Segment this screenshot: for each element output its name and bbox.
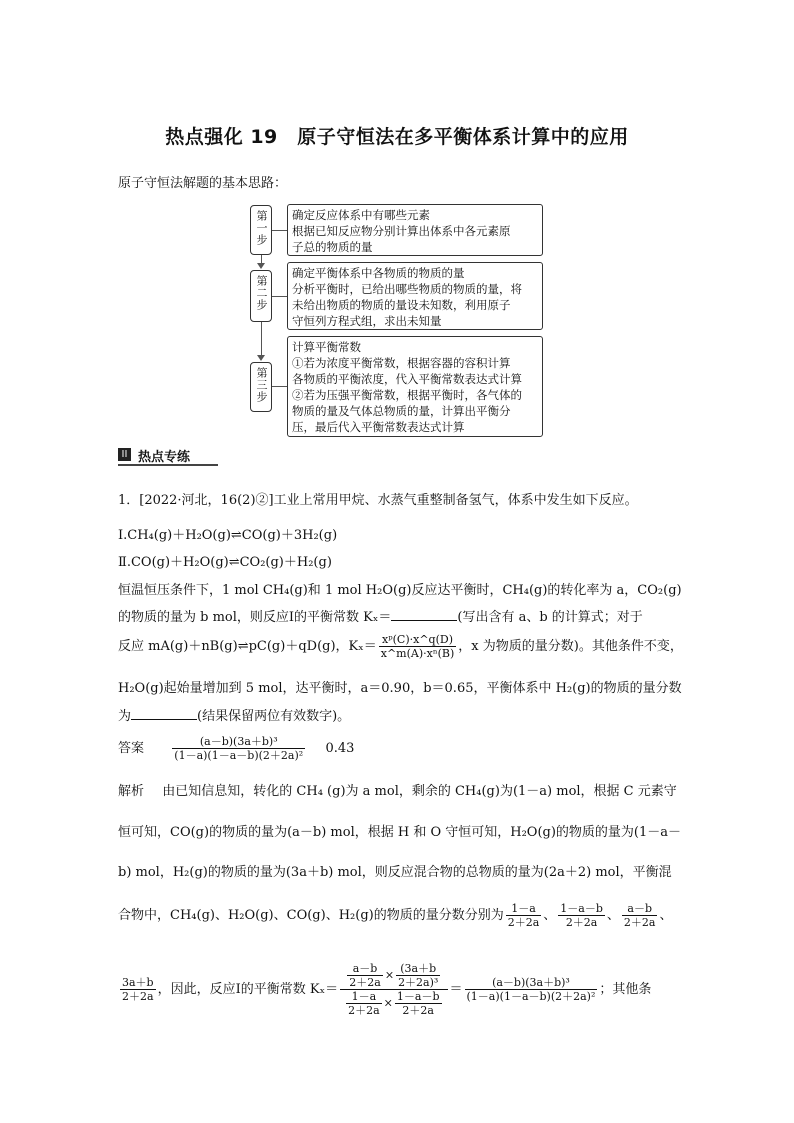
result-fraction [465,976,598,1003]
kx-fraction [379,633,457,660]
fraction-numerator: 1－a－b [396,990,440,1003]
section-icon: II [118,448,131,461]
connector [272,230,287,231]
fraction [622,902,658,929]
step-label-2-text: 第二步 [255,275,268,311]
fraction-numerator: 3a＋b [122,976,154,989]
analysis-text: ；其他条 [599,982,652,997]
fraction-denominator: (1－a)(1－a－b)(2＋2a)² [174,749,304,762]
intro-text: 原子守恒法解题的基本思路： [118,176,288,191]
fraction-numerator: 1－a [506,902,542,916]
analysis-text: ，因此，反应Ⅰ的平衡常数 Kₓ＝ [157,982,339,997]
kx-compound-fraction [340,962,447,1017]
fraction-denominator: (1－a)(1－a－b)(2＋2a)² [466,990,596,1003]
analysis-line [118,780,678,799]
fraction-denominator: 2＋2a [507,916,540,929]
step-box-2 [287,262,543,330]
fraction [346,990,382,1017]
reaction-2: Ⅱ.CO(g)＋H₂O(g)⇌CO₂(g)＋H₂(g) [118,555,332,570]
question-text: (写出含有 a、b 的计算式；对于 [457,610,643,625]
fraction-denominator: 2＋2a)³ [398,976,439,989]
step-box-1 [287,204,543,256]
analysis-text: 合物中，CH₄(g)、H₂O(g)、CO(g)、H₂(g)的物质的量分数分别为 [118,908,504,923]
answer-blank [391,608,457,621]
answer-blank [131,707,197,720]
fraction-denominator: 2＋2a [623,916,656,929]
analysis-text: 由已知信息知，转化的 CH₄ (g)为 a mol，剩余的 CH₄(g)为(1－a) mol，根据 C 元素守 [162,784,677,799]
step-label-1 [250,205,272,255]
answer-label: 答案 [118,741,145,756]
section-underline [118,464,218,466]
fraction [396,962,440,989]
step-1-line: 根据已知反应物分别计算出体系中各元素原 [292,224,511,238]
question-text: 的物质的量为 b mol，则反应Ⅰ的平衡常数 Kₓ＝ [118,610,392,625]
step-3-line: ①若为浓度平衡常数，根据容器的容积计算 [292,356,511,370]
fraction-numerator: 1－a－b [560,902,603,915]
step-box-3 [287,336,543,437]
step-label-3 [250,362,272,412]
question-line: 1．[2022·河北，16(2)②]工业上常用甲烷、水蒸气重整制备氢气，体系中发生如下反应。 [118,493,638,508]
question-line [118,705,678,724]
fraction-numerator: xᵖ(C)·x^q(D) [379,633,457,647]
step-3-line: ②若为压强平衡常数，根据平衡时，各气体的 [292,388,522,402]
analysis-line: 恒可知，CO(g)的物质的量为(a－b) mol，根据 H 和 O 守恒可知，H₂O(g)的物质的量为(1－a－ [118,825,682,840]
step-3-line: 各物质的平衡浓度，代入平衡常数表达式计算 [292,372,522,386]
step-2-line: 守恒列方程式组，求出未知量 [292,314,442,328]
step-1-line: 确定反应体系中有哪些元素 [292,208,430,222]
reaction-1: Ⅰ.CH₄(g)＋H₂O(g)⇌CO(g)＋3H₂(g) [118,528,338,543]
step-label-3-text: 第三步 [255,367,268,403]
page-title: 热点强化 19 原子守恒法在多平衡体系计算中的应用 [165,126,629,148]
question-line [118,633,683,660]
equals-sign: ＝ [449,982,463,997]
analysis-line [118,962,678,1017]
fraction-denominator: 2＋2a [122,990,154,1003]
step-1-line: 子总的物质的量 [292,240,373,254]
fraction-denominator: 2＋2a [349,976,381,989]
compound-denominator [340,990,447,1017]
fraction-numerator: (a－b)(3a＋b)³ [172,735,305,749]
fraction [120,976,156,1003]
connector [272,296,287,297]
fraction-numerator: (a－b)(3a＋b)³ [465,976,598,990]
question-line [118,606,678,625]
question-line: H₂O(g)起始量增加到 5 mol，达平衡时，a＝0.90，b＝0.65，平衡体系中 H₂(g)的物质的量分数 [118,681,682,696]
fraction-numerator: a－b [347,962,383,976]
step-2-line: 确定平衡体系中各物质的物质的量 [292,266,465,280]
fraction [347,962,383,989]
analysis-line: b) mol，H₂(g)的物质的量为(3a＋b) mol，则反应混合物的总物质的量为(2a＋2) mol，平衡混 [118,865,672,880]
step-2-line: 未给出物质的物质的量设未知数，利用原子 [292,298,511,312]
arrow-down-icon [257,263,265,269]
connector [272,386,287,387]
fraction [506,902,542,929]
answer-row [118,735,678,762]
times-sign: × [384,968,395,982]
fraction [558,902,605,929]
step-3-line: 计算平衡常数 [292,340,361,354]
fraction-denominator: x^m(A)·xⁿ(B) [380,647,455,660]
fraction-numerator: (3a＋b [396,962,440,976]
arrow-line [261,322,262,356]
question-text: 为 [118,709,132,724]
fraction-denominator: 2＋2a [402,1004,434,1017]
step-label-2 [250,270,272,322]
answer-fraction [172,735,305,762]
analysis-line: 合物中，CH₄(g)、H₂O(g)、CO(g)、H₂(g)的物质的量分数分别为 $\frac{1-a}{2+2a}$ 、 $\frac{1-a-b}{2+2a}$ 、 $\frac{a-b}{2+2a}$ 、 [118,902,673,929]
question-text: 反应 mA(g)＋nB(g)⇌pC(g)＋qD(g)，Kₓ＝ [118,639,377,654]
step-label-1-text: 第一步 [255,210,268,246]
fraction-denominator: 2＋2a [348,1004,380,1017]
step-2-line: 分析平衡时，已给出哪些物质的物质的量，将 [292,282,522,296]
fraction [395,990,442,1017]
compound-numerator [340,962,447,990]
times-sign: × [383,996,393,1010]
question-text: (结果保留两位有效数字)。 [197,709,351,724]
step-3-line: 物质的量及气体总物质的量，计算出平衡分 [292,404,511,418]
question-text: ，x 为物质的量分数)。其他条件不变， [458,639,683,654]
question-line: 恒温恒压条件下，1 mol CH₄(g)和 1 mol H₂O(g)反应达平衡时，CH₄(g)的转化率为 a，CO₂(g) [118,583,682,598]
analysis-label: 解析 [118,784,145,799]
answer-value: 0.43 [325,741,355,756]
step-3-line: 压，最后代入平衡常数表达式计算 [292,420,465,434]
fraction-numerator: a－b [622,902,658,916]
arrow-down-icon [257,355,265,361]
fraction-numerator: 1－a [346,990,382,1004]
fraction-denominator: 2＋2a [565,916,598,929]
section-title: 热点专练 [138,450,191,465]
